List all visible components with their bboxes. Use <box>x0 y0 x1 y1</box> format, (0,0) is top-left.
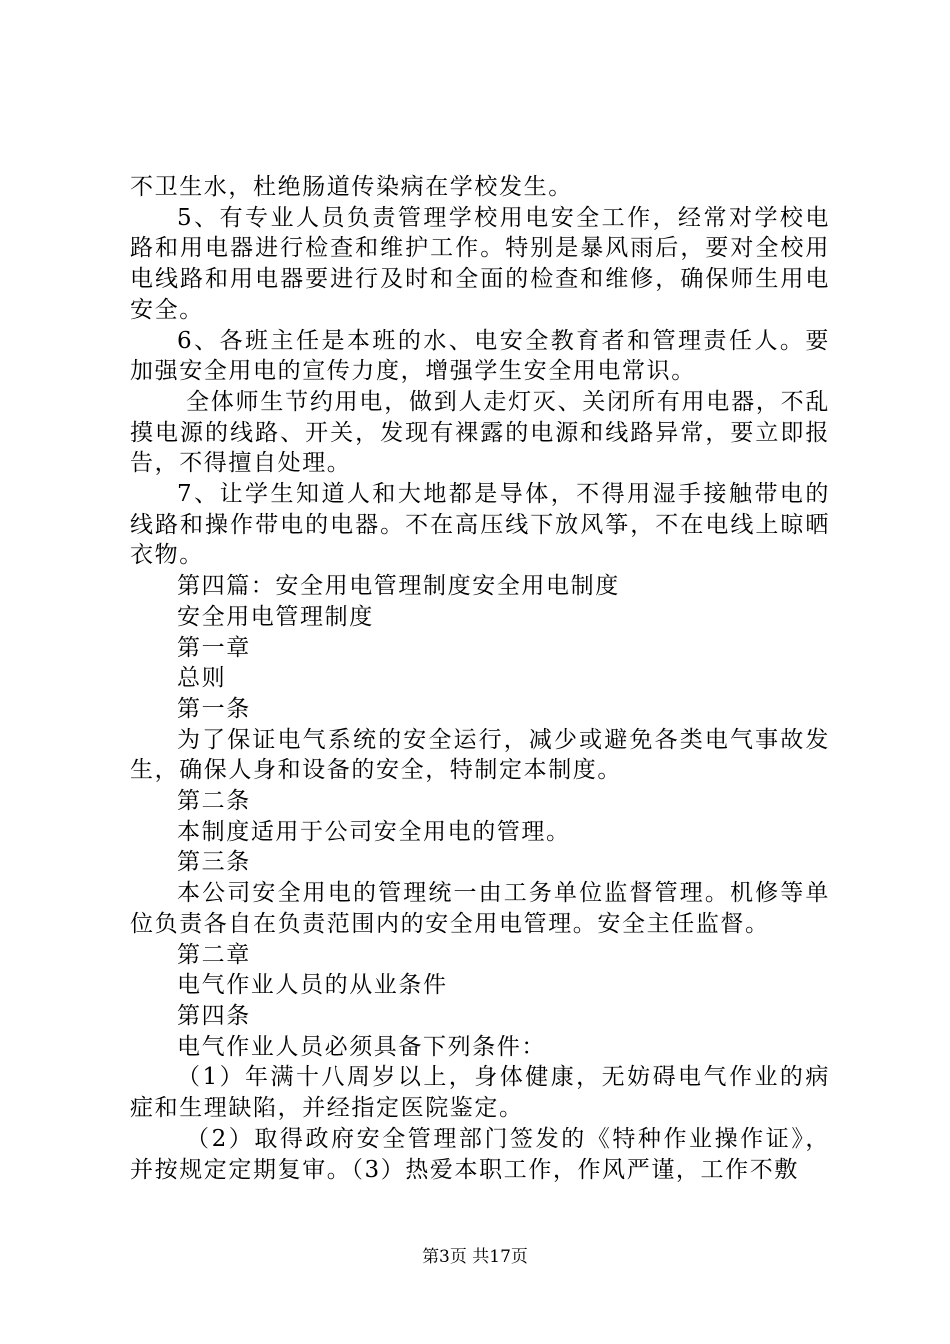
chapter-heading: 第二章 <box>177 941 251 968</box>
list-item: （2）取得政府安全管理部门签发的《特种作业操作证》，并按规定定期复审。（3）热爱本职工作，作风严谨，工作不敷 <box>130 1125 830 1183</box>
chapter-title: 总则 <box>177 665 227 692</box>
article-heading: 第二条 <box>177 788 251 815</box>
article-heading: 第三条 <box>177 849 251 876</box>
paragraph: 不卫生水，杜绝肠道传染病在学校发生。 <box>130 174 573 200</box>
section-heading: 安全用电管理制度 <box>177 603 374 630</box>
document-body <box>130 172 830 1185</box>
paragraph: 本制度适用于公司安全用电的管理。 <box>177 818 571 845</box>
article-heading: 第四条 <box>177 1002 251 1029</box>
section-heading: 第四篇：安全用电管理制度安全用电制度 <box>177 573 620 600</box>
page-footer: 第3页 共17页 <box>422 1247 528 1267</box>
paragraph: 5、有专业人员负责管理学校用电安全工作，经常对学校电路和用电器进行检查和维护工作。特别是暴风雨后，要对全校用电线路和用电器要进行及时和全面的检查和维修，确保师生用电安全。 <box>130 204 830 323</box>
chapter-title: 电气作业人员的从业条件 <box>177 972 448 999</box>
article-heading: 第一条 <box>177 695 251 722</box>
paragraph: 6、各班主任是本班的水、电安全教育者和管理责任人。要加强安全用电的宣传力度，增强学生安全用电常识。 <box>130 327 830 385</box>
paragraph: 本公司安全用电的管理统一由工务单位监督管理。机修等单位负责各自在负责范围内的安全用电管理。安全主任监督。 <box>130 880 830 937</box>
paragraph: 电气作业人员必须具备下列条件： <box>177 1033 546 1060</box>
list-item: （1）年满十八周岁以上，身体健康，无妨碍电气作业的病症和生理缺陷，并经指定医院鉴定。 <box>130 1064 830 1122</box>
paragraph: 7、让学生知道人和大地都是导体，不得用湿手接触带电的线路和操作带电的电器。不在高压线下放风筝，不在电线上晾晒衣物。 <box>130 481 830 569</box>
paragraph: 全体师生节约用电，做到人走灯灭、关闭所有用电器，不乱摸电源的线路、开关，发现有裸露的电源和线路异常，要立即报告，不得擅自处理。 <box>130 388 830 477</box>
paragraph: 为了保证电气系统的安全运行，减少或避免各类电气事故发生，确保人身和设备的安全，特制定本制度。 <box>130 726 830 784</box>
chapter-heading: 第一章 <box>177 634 251 661</box>
